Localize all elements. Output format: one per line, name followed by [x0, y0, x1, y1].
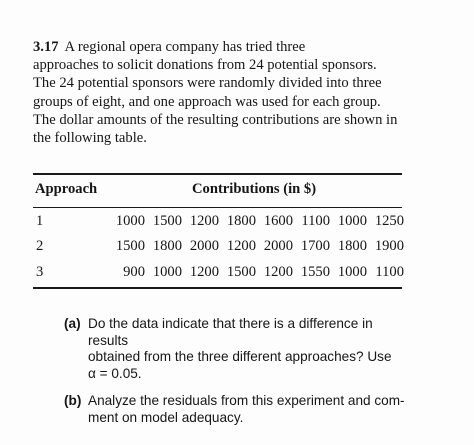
contribution-cell: 1250: [374, 213, 404, 229]
contributions-header: Contributions (in $): [192, 181, 317, 197]
problem-line-text: A regional opera company has tried three: [64, 39, 306, 55]
approach-cell: 1: [36, 213, 44, 229]
contribution-values: [108, 213, 404, 230]
contribution-cell: 1100: [375, 264, 404, 280]
contribution-cell: 2000: [263, 238, 293, 254]
contribution-cell: 1200: [226, 238, 256, 254]
approach-cell: 3: [36, 264, 44, 280]
approach-header: Approach: [35, 181, 98, 197]
table-row: [0, 238, 474, 258]
part-line: ment on model adequacy.: [88, 409, 244, 425]
contribution-cell: 1600: [263, 213, 293, 229]
table-row: [0, 264, 474, 284]
table-top-rule: [33, 173, 402, 175]
part-line: Do the data indicate that there is a difference in results: [88, 316, 373, 348]
part-line: Analyze the residuals from this experiment and com-: [88, 393, 405, 409]
contribution-cell: 1000: [337, 213, 367, 229]
contribution-cell: 1800: [337, 238, 367, 254]
contribution-cell: 1700: [300, 238, 330, 254]
contribution-cell: 1500: [115, 238, 145, 254]
contribution-cell: 1800: [226, 213, 256, 229]
contribution-cell: 1200: [263, 264, 293, 280]
problem-line: The dollar amounts of the resulting contributions are shown in: [33, 111, 398, 128]
contribution-cell: 1900: [374, 238, 404, 254]
contribution-values: [108, 264, 404, 281]
part-line: α = 0.05.: [88, 365, 142, 381]
contribution-cell: 1500: [226, 264, 256, 280]
contribution-cell: 1500: [152, 213, 182, 229]
table-bottom-rule: [33, 287, 402, 289]
contribution-cell: 1800: [152, 238, 182, 254]
problem-statement: [33, 38, 412, 147]
contribution-cell: 900: [123, 264, 145, 280]
contribution-cell: 2000: [189, 238, 219, 254]
problem-line: groups of eight, and one approach was used for each group.: [33, 93, 381, 110]
contribution-values: [108, 238, 404, 255]
contribution-cell: 1550: [300, 264, 330, 280]
contribution-cell: 1000: [337, 264, 367, 280]
part-label: (b): [64, 393, 82, 409]
contribution-cell: 1000: [152, 264, 182, 280]
approach-cell: 2: [36, 238, 44, 254]
contribution-cell: 1000: [115, 213, 145, 229]
part-line: obtained from the three different approaches? Use: [88, 349, 392, 365]
question-parts: [64, 316, 409, 438]
problem-line: The 24 potential sponsors were randomly divided into three: [33, 75, 382, 92]
problem-line: approaches to solicit donations from 24 potential sponsors.: [33, 57, 377, 74]
table-row: [0, 213, 474, 233]
contribution-cell: 1100: [301, 213, 330, 229]
contribution-cell: 1200: [189, 264, 219, 280]
part-label: (a): [64, 316, 81, 331]
table-header-rule: [33, 207, 402, 208]
question-part-b: [64, 393, 409, 426]
problem-line: the following table.: [33, 130, 147, 147]
problem-line: [33, 38, 412, 56]
problem-number: 3.17: [33, 39, 59, 55]
contribution-cell: 1200: [189, 213, 219, 229]
question-part-a: [64, 316, 409, 382]
